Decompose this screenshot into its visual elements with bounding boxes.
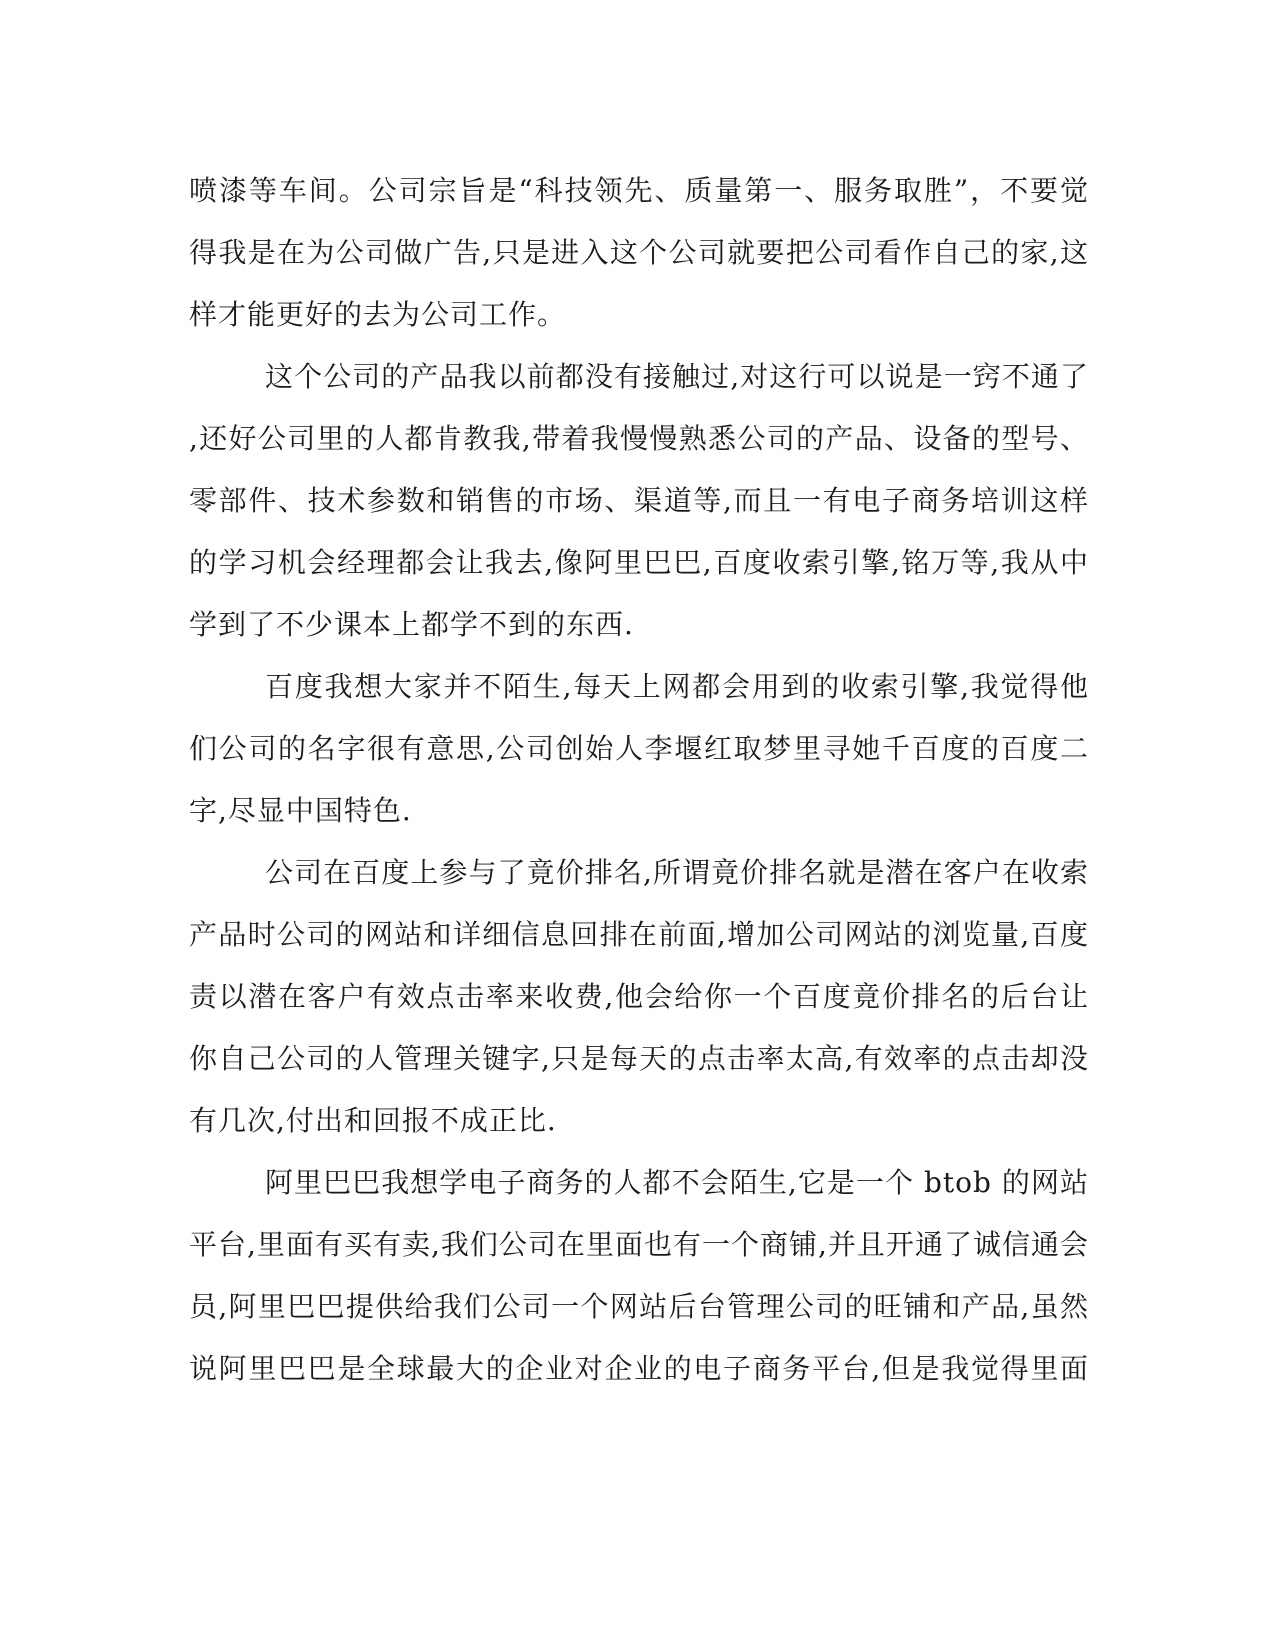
document-body — [189, 160, 1089, 1400]
text-line: 的学习机会经理都会让我去,像阿里巴巴,百度收索引擎,铭万等,我从中 — [189, 546, 1089, 579]
text-line: 员,阿里巴巴提供给我们公司一个网站后台管理公司的旺铺和产品,虽然 — [189, 1290, 1089, 1323]
text-line: 样才能更好的去为公司工作。 — [189, 298, 567, 331]
text-line: 们公司的名字很有意思,公司创始人李堰红取梦里寻她千百度的百度二 — [189, 732, 1089, 765]
text-line: 喷漆等车间。公司宗旨是“科技领先、质量第一、服务取胜”，不要觉 — [189, 174, 1089, 207]
text-line: 得我是在为公司做广告,只是进入这个公司就要把公司看作自己的家,这 — [189, 236, 1089, 269]
text-line: 责以潜在客户有效点击率来收费,他会给你一个百度竟价排名的后台让 — [189, 980, 1089, 1013]
text-line: 平台,里面有买有卖,我们公司在里面也有一个商铺,并且开通了诚信通会 — [189, 1228, 1089, 1261]
text-line: ,还好公司里的人都肯教我,带着我慢慢熟悉公司的产品、设备的型号、 — [189, 422, 1089, 455]
text-line: 零部件、技术参数和销售的市场、渠道等,而且一有电子商务培训这样 — [189, 484, 1089, 517]
paragraph-first-line: 阿里巴巴我想学电子商务的人都不会陌生,它是一个 btob 的网站 — [265, 1166, 1089, 1199]
text-line: 产品时公司的网站和详细信息回排在前面,增加公司网站的浏览量,百度 — [189, 918, 1089, 951]
paragraph-first-line: 百度我想大家并不陌生,每天上网都会用到的收索引擎,我觉得他 — [265, 670, 1089, 703]
text-line: 有几次,付出和回报不成正比. — [189, 1104, 557, 1137]
paragraph-first-line: 公司在百度上参与了竟价排名,所谓竟价排名就是潜在客户在收索 — [265, 856, 1089, 889]
text-line: 说阿里巴巴是全球最大的企业对企业的电子商务平台,但是我觉得里面 — [189, 1352, 1089, 1385]
paragraph-first-line: 这个公司的产品我以前都没有接触过,对这行可以说是一窍不通了 — [265, 360, 1089, 393]
text-line: 学到了不少课本上都学不到的东西. — [189, 608, 634, 641]
text-line: 字,尽显中国特色. — [189, 794, 412, 827]
text-line: 你自己公司的人管理关键字,只是每天的点击率太高,有效率的点击却没 — [189, 1042, 1089, 1075]
